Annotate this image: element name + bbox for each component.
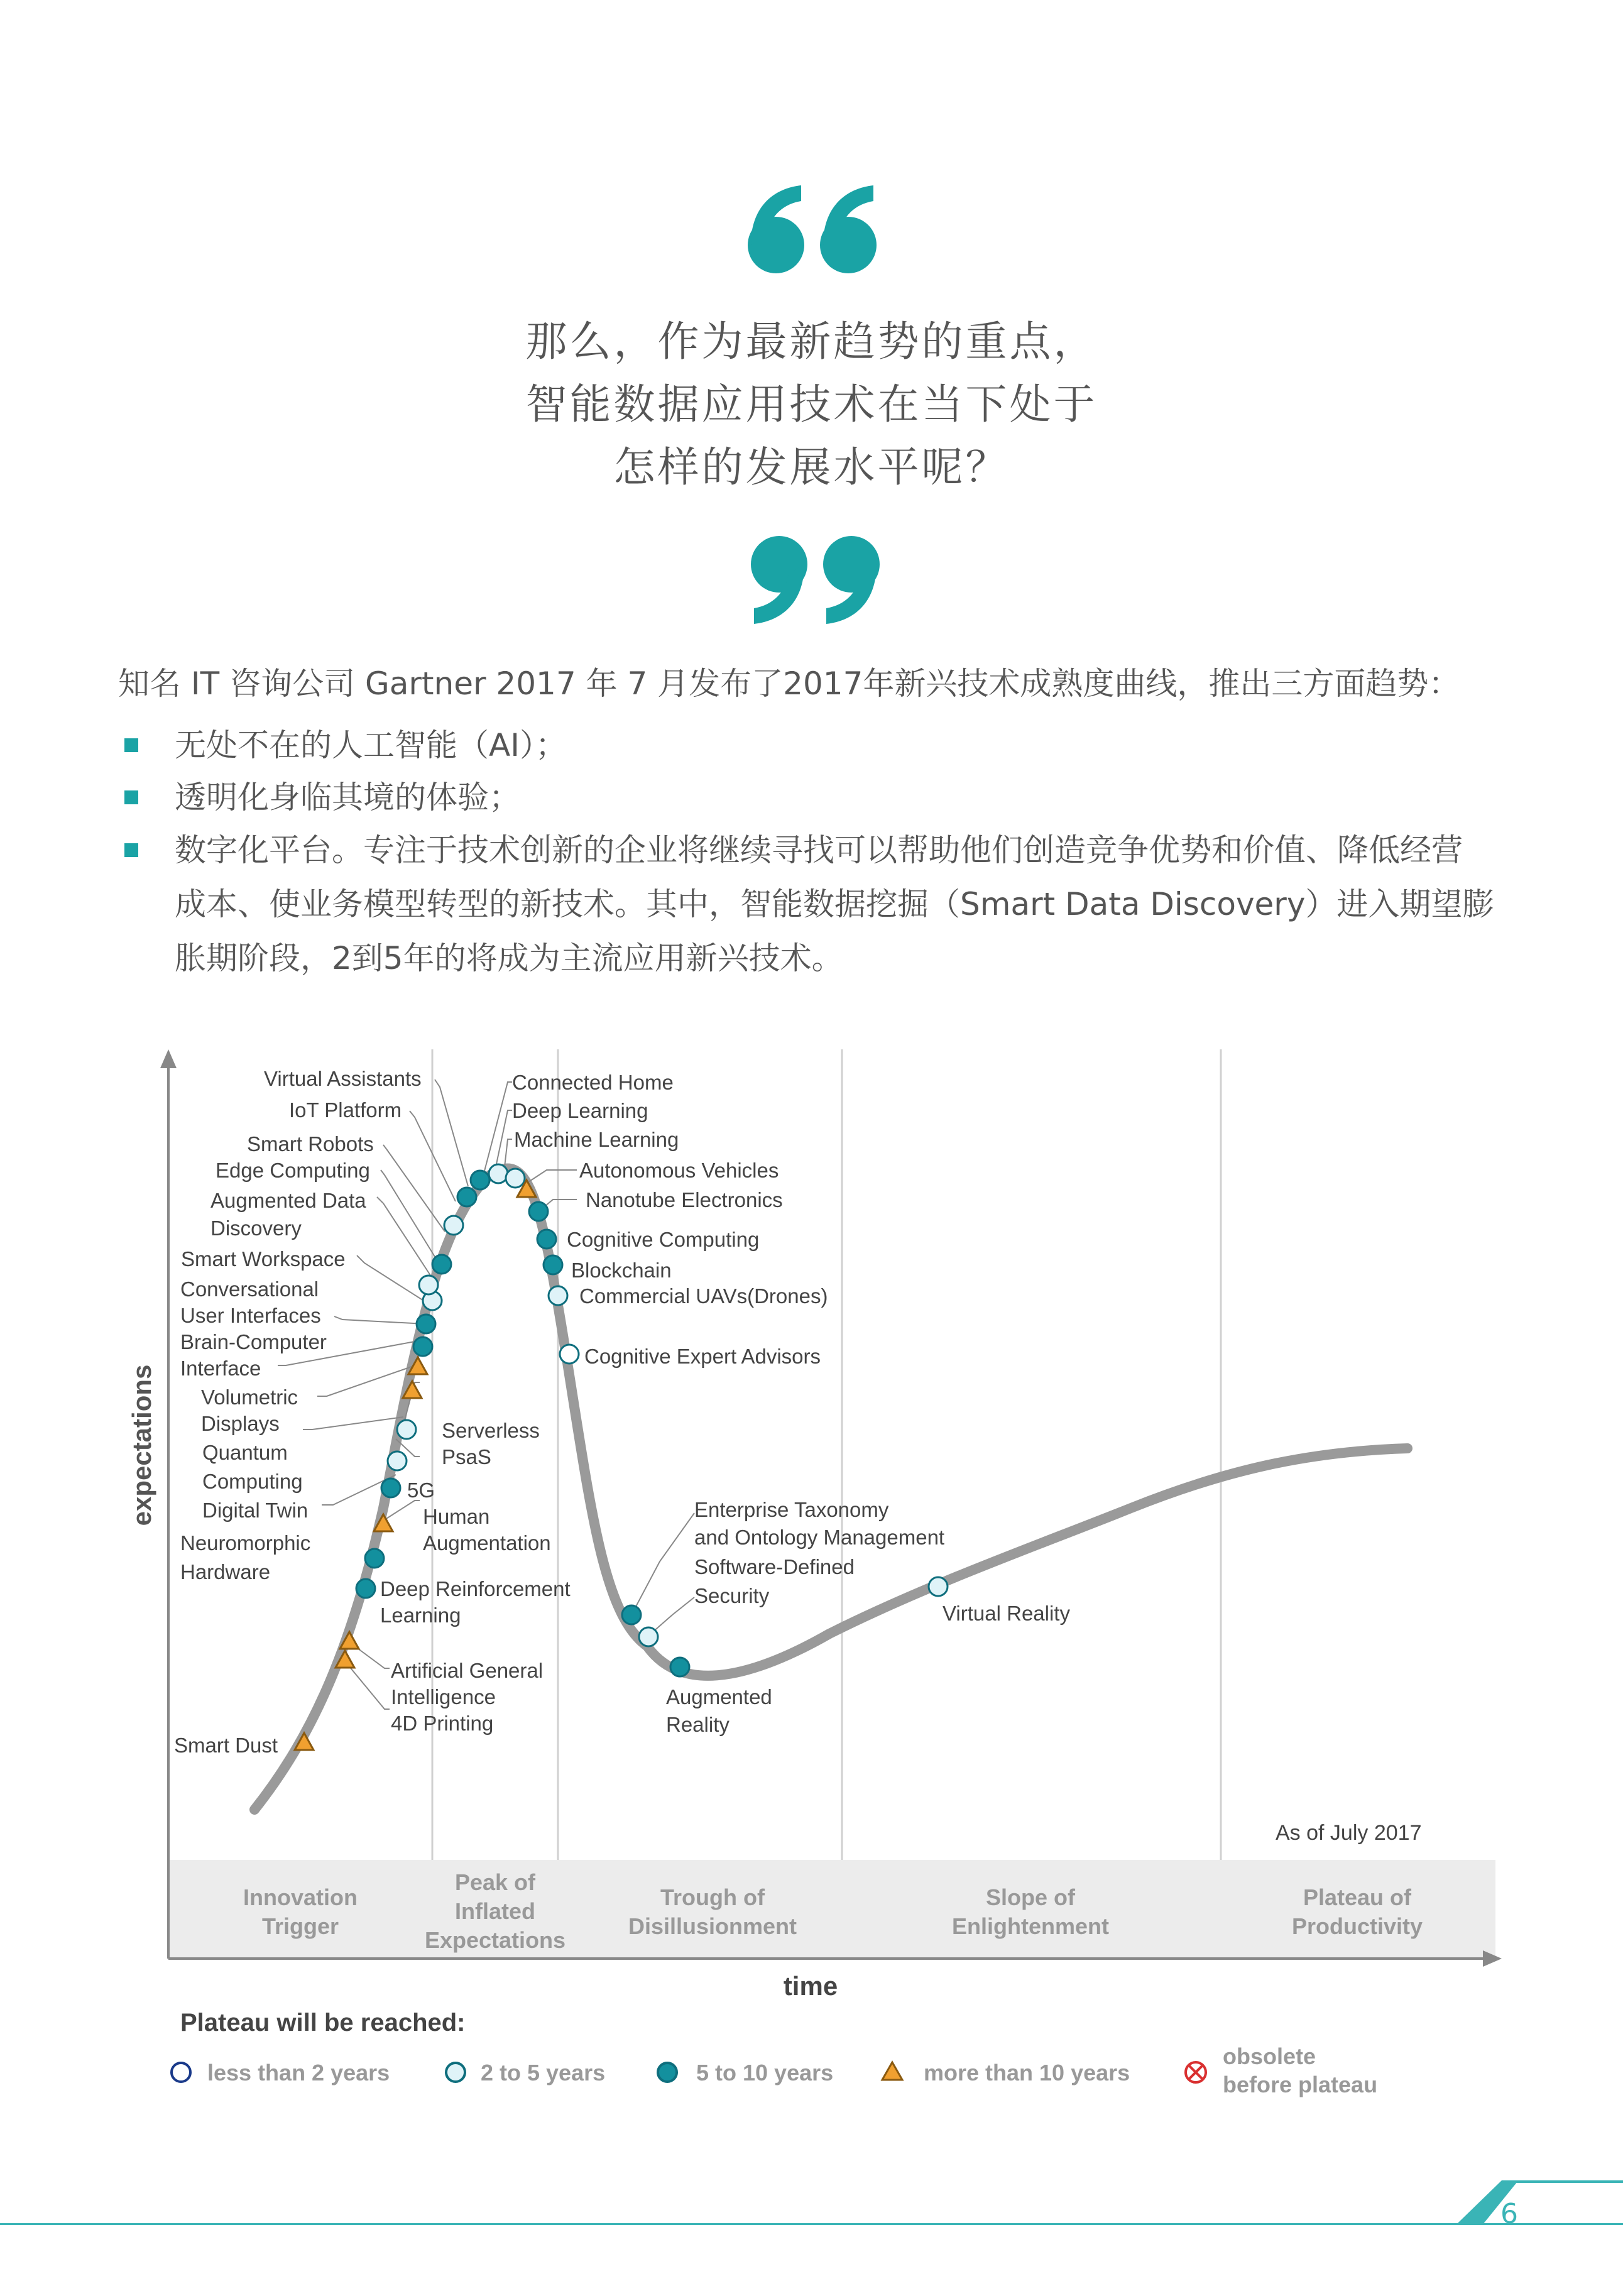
dot-blockchain [544, 1255, 562, 1274]
dot-connected-home [471, 1171, 489, 1189]
tech-label: Volumetric [201, 1386, 298, 1409]
dot-brain-computer [417, 1315, 435, 1333]
dot-virtual-reality [929, 1577, 948, 1596]
tech-label: Connected Home [512, 1071, 674, 1094]
tech-label: Displays [201, 1412, 280, 1435]
bullet-3-line-1: 数字化平台。专注于技术创新的企业将继续寻找可以帮助他们创造竞争优势和价值、降低经营 [175, 832, 1463, 868]
tech-label: Augmentation [423, 1531, 551, 1555]
tech-label: Deep Reinforcement [380, 1577, 571, 1600]
phase-label-line: Trigger [261, 1913, 339, 1939]
quote-line-3: 怎样的发展水平呢？ [613, 443, 1010, 491]
x-axis-label: time [783, 1971, 838, 2001]
tech-label: Enterprise Taxonomy [694, 1498, 889, 1521]
tech-label: Cognitive Expert Advisors [584, 1345, 821, 1368]
tech-label: Software-Defined [694, 1555, 855, 1578]
phase-label-line: Disillusionment [628, 1913, 797, 1939]
dot-sd-security [639, 1627, 658, 1646]
phase-label-line: Expectations [424, 1927, 566, 1953]
legend-marker-more-than-10 [882, 2062, 902, 2080]
legend-marker-obsolete-icon [1186, 2062, 1206, 2082]
legend-label: less than 2 years [207, 2060, 390, 2086]
tech-label: User Interfaces [180, 1304, 321, 1327]
tech-label: Quantum [202, 1441, 288, 1464]
tech-label: Security [694, 1584, 770, 1607]
dot-virtual-assistants [457, 1188, 476, 1206]
dot-machine-learning [506, 1169, 525, 1188]
tech-label: Digital Twin [202, 1499, 309, 1522]
dot-5g [381, 1479, 400, 1497]
tech-label: IoT Platform [289, 1098, 402, 1122]
dot-smart-workspace [419, 1276, 438, 1294]
legend-marker-5-to-10 [658, 2063, 677, 2082]
tech-label: Conversational [180, 1277, 319, 1301]
dot-commercial-uavs [549, 1286, 567, 1305]
dot-neuromorphic [365, 1549, 384, 1568]
phase-label-line: Trough of [660, 1884, 765, 1910]
phase-label-line: Plateau of [1303, 1884, 1412, 1910]
y-axis-label: expectations [127, 1364, 156, 1526]
bullet-3-line-3: 胀期阶段，2到5年的将成为主流应用新兴技术。 [175, 940, 843, 976]
dot-serverless [397, 1420, 416, 1439]
phase-label-line: Innovation [243, 1884, 358, 1910]
dot-digital-twin [413, 1337, 432, 1356]
page-number: 6 [1500, 2198, 1518, 2230]
footer-line [0, 2223, 1623, 2225]
bullet-1-line: 无处不在的人工智能（AI）； [175, 727, 567, 763]
legend-marker-less-than-2 [172, 2063, 190, 2082]
legend-title: Plateau will be reached: [180, 2009, 466, 2036]
dot-enterprise-taxonomy [622, 1605, 641, 1624]
tech-label: Commercial UAVs(Drones) [579, 1284, 828, 1308]
tech-label: Intelligence [391, 1685, 496, 1708]
tech-label: Hardware [180, 1560, 271, 1583]
tech-label: Cognitive Computing [567, 1228, 760, 1251]
legend-label: before plateau [1223, 2072, 1378, 2097]
tech-label: Reality [666, 1713, 730, 1736]
tech-label: 4D Printing [391, 1712, 494, 1735]
y-axis-arrow-icon [160, 1049, 177, 1068]
quote-line-2: 智能数据应用技术在当下处于 [525, 380, 1098, 429]
bullet-2-line: 透明化身临其境的体验； [175, 779, 520, 816]
dot-cognitive-computing [529, 1202, 548, 1221]
tech-label: and Ontology Management [694, 1526, 945, 1549]
tech-label: Smart Workspace [181, 1247, 346, 1271]
tech-label: Interface [180, 1357, 261, 1380]
tech-label: Artificial General [391, 1659, 544, 1682]
tech-label: Nanotube Electronics [586, 1188, 783, 1211]
dot-augmented-reality [670, 1658, 689, 1676]
dot-cognitive-computing-2 [537, 1230, 556, 1249]
tech-label: Blockchain [571, 1259, 672, 1282]
dot-cognitive-expert-advisors [560, 1345, 579, 1364]
phase-label-line: Inflated [454, 1898, 536, 1924]
tech-label: Augmented [666, 1685, 772, 1708]
tech-label: Virtual Reality [943, 1602, 1070, 1625]
phase-label-line: Slope of [986, 1884, 1075, 1910]
tech-label: Autonomous Vehicles [579, 1159, 779, 1182]
tech-label: Computing [202, 1470, 303, 1493]
phase-label-line: Productivity [1291, 1913, 1423, 1939]
legend-label: obsolete [1223, 2043, 1316, 2069]
tech-label: Deep Learning [512, 1099, 648, 1122]
tech-label: Brain-Computer [180, 1330, 327, 1353]
page-tab-icon [1458, 2180, 1623, 2224]
dot-quantum [388, 1451, 407, 1470]
tech-label: Discovery [210, 1216, 302, 1240]
legend-marker-2-to-5 [446, 2063, 465, 2082]
tech-label: Learning [380, 1604, 461, 1627]
tech-label: Edge Computing [216, 1159, 370, 1182]
phase-band [170, 1860, 1495, 1957]
tech-label: Virtual Assistants [264, 1067, 422, 1090]
tech-label: Smart Robots [247, 1132, 374, 1156]
legend-label: 5 to 10 years [696, 2060, 834, 2086]
quote-line-1: 那么，作为最新趋势的重点， [525, 317, 1098, 366]
dot-edge-computing [432, 1255, 451, 1274]
bullet-3-line-2: 成本、使业务模型转型的新技术。其中，智能数据挖掘（Smart Data Discovery）进入期望膨 [175, 886, 1494, 922]
intro-paragraph: 知名 IT 咨询公司 Gartner 2017 年 7 月发布了2017年新兴技术成熟度曲线，推出三方面趋势： [118, 665, 1460, 702]
tech-label: Human [423, 1505, 490, 1528]
tech-label: 5G [407, 1479, 435, 1502]
phase-label-line: Enlightenment [952, 1913, 1109, 1939]
dot-deep-reinforcement [356, 1579, 375, 1598]
tech-label: PsaS [442, 1445, 491, 1468]
legend-label: more than 10 years [924, 2060, 1130, 2086]
phase-label-line: Peak of [454, 1869, 536, 1895]
tech-label: Smart Dust [174, 1734, 278, 1757]
tech-label: Machine Learning [514, 1128, 679, 1151]
tech-label: Neuromorphic [180, 1531, 311, 1555]
tech-label: Augmented Data [210, 1189, 366, 1212]
tech-label: Serverless [442, 1419, 540, 1442]
dot-augmented-data-discovery [444, 1216, 463, 1235]
legend-label: 2 to 5 years [481, 2060, 606, 2086]
as-of-label: As of July 2017 [1276, 1821, 1422, 1845]
dot-deep-learning [489, 1164, 508, 1183]
